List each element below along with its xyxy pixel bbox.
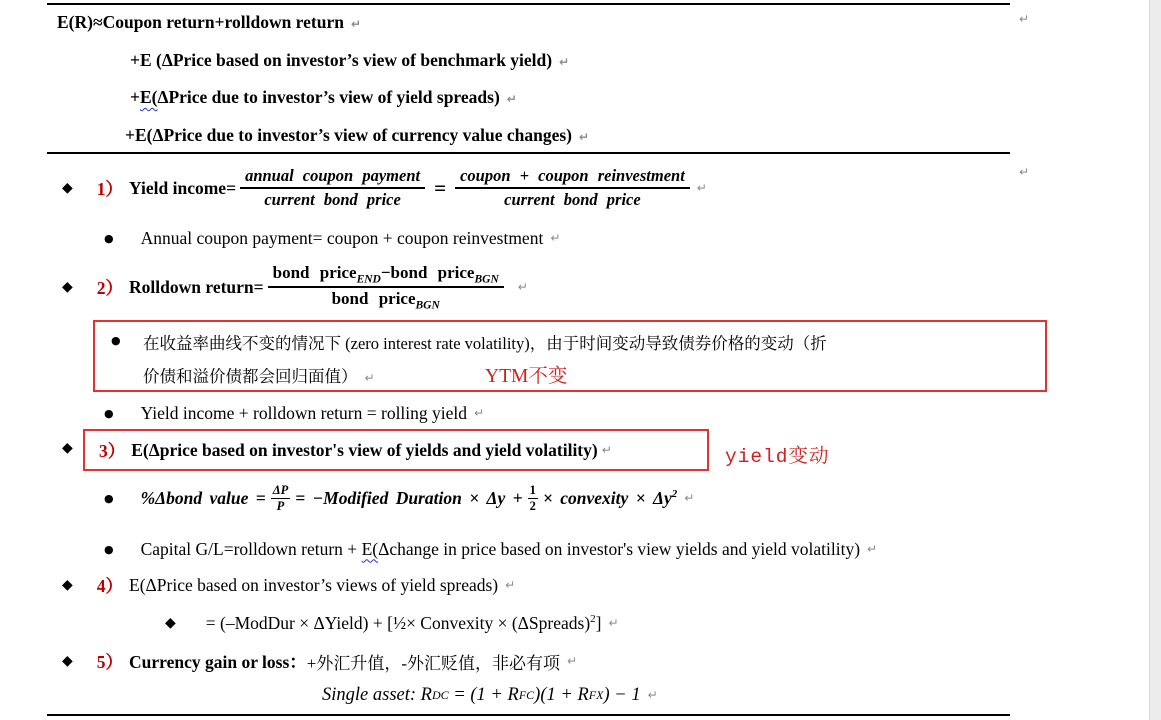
plus-sign: + — [130, 87, 140, 107]
denominator-term: bond price — [331, 289, 416, 308]
section-4-title: E(ΔPrice based on investor’s views of yield spreads) — [129, 574, 499, 595]
bullet-text — [141, 539, 860, 560]
section-3-box — [83, 429, 709, 471]
header-bottom-rule — [47, 152, 1010, 154]
capital-gl-pre: Capital G/L=rolldown return + — [140, 538, 362, 559]
formula-tail-text: × convexity × Δy — [542, 487, 672, 508]
fraction-numerator: 1 — [529, 482, 536, 497]
subscript: FC — [518, 687, 535, 702]
note-line-2 — [143, 363, 375, 387]
equals-sign: = — [434, 175, 447, 200]
item-number: 2） — [96, 277, 124, 298]
bullet-annual-coupon — [104, 227, 560, 249]
item-number: 3） — [99, 440, 126, 461]
yield-change-annotation: yield变动 — [725, 446, 830, 468]
subscript: BGN — [474, 273, 499, 285]
section-4-row — [62, 573, 515, 597]
fraction-denominator: current bond price — [264, 190, 401, 209]
formula-part: )(1 + R — [534, 684, 589, 705]
paragraph-mark-icon: ↵ — [364, 371, 375, 385]
bullet-capital-gl — [104, 538, 877, 560]
header-line-3 — [130, 87, 517, 108]
subscript: DC — [431, 687, 449, 702]
bullet-text: Yield income + rolldown return = rolling yield — [140, 402, 468, 423]
paragraph-mark-icon: ↵ — [684, 491, 695, 505]
paragraph-mark-icon: ↵ — [567, 654, 578, 668]
formula-part: ) − 1 — [603, 684, 641, 705]
numerator-term: bond price — [272, 262, 357, 282]
fraction-denominator: current bond price — [504, 190, 641, 209]
fraction-numerator — [268, 263, 504, 288]
fraction-numerator: coupon + coupon reinvestment — [455, 166, 690, 189]
fraction — [271, 483, 290, 514]
spread-formula-close: ] — [595, 612, 602, 633]
paragraph-mark-icon: ↵ — [579, 130, 590, 144]
header-line-2-text: +E (ΔPrice based on investor’s view of benchmark yield) — [130, 50, 553, 70]
header-line-2 — [130, 50, 569, 71]
section-5-row — [62, 648, 577, 674]
subscript: BGN — [415, 299, 440, 312]
paragraph-mark-icon: ↵ — [559, 55, 570, 69]
bullet-text: Annual coupon payment= coupon + coupon reinvestment — [140, 227, 544, 248]
spellcheck-underlined-text: E( — [139, 87, 158, 107]
item-number: 4） — [96, 575, 124, 596]
paragraph-mark-icon: ↵ — [1019, 12, 1030, 26]
section-2-row — [62, 259, 528, 315]
fraction-numerator: annual coupon payment — [240, 166, 425, 189]
paragraph-mark-icon: ↵ — [350, 17, 362, 31]
formula-part: Single asset: R — [322, 684, 432, 705]
bottom-border-rule — [47, 714, 1010, 716]
item-number: 1） — [96, 178, 124, 199]
paragraph-mark-icon: ↵ — [696, 181, 707, 195]
spellcheck-underlined-text: E( — [361, 538, 379, 559]
item-number: 5） — [96, 651, 124, 672]
superscript: 2 — [671, 487, 678, 500]
diamond-bullet-icon: ◆ — [165, 615, 176, 631]
paragraph-mark-icon: ↵ — [867, 542, 878, 556]
subscript: FX — [588, 687, 604, 702]
paragraph-mark-icon: ↵ — [647, 688, 658, 702]
paragraph-mark-icon: ↵ — [601, 443, 612, 457]
paragraph-mark-icon: ↵ — [550, 231, 561, 245]
paragraph-mark-icon: ↵ — [608, 616, 619, 630]
diamond-bullet-icon: ◆ — [62, 440, 73, 456]
currency-label: Currency gain or loss： — [129, 651, 307, 672]
diamond-bullet-icon: ◆ — [62, 180, 73, 196]
circle-bullet-icon: ● — [104, 231, 114, 245]
diamond-bullet-icon: ◆ — [62, 279, 73, 295]
paragraph-mark-icon: ↵ — [517, 280, 528, 294]
formula-tail — [543, 488, 677, 509]
paragraph-mark-icon: ↵ — [1019, 165, 1030, 179]
fraction — [240, 166, 425, 210]
numerator-term: −bond price — [380, 262, 475, 282]
rolldown-return-label: Rolldown return= — [129, 276, 264, 297]
diamond-bullet-icon: ◆ — [62, 653, 73, 669]
circle-bullet-icon: ● — [104, 491, 114, 505]
fraction — [455, 166, 690, 210]
header-line-1 — [57, 12, 361, 33]
formula-mid: = −Modified Duration × Δy + — [295, 487, 523, 508]
rolldown-note-box — [93, 320, 1047, 392]
note-line-2-text: 价债和溢价债都会回归面值） — [143, 367, 358, 386]
spread-formula — [206, 613, 602, 634]
fraction-denominator — [268, 288, 504, 311]
bullet-rolling-yield — [104, 402, 484, 424]
vertical-scrollbar[interactable] — [1149, 0, 1161, 720]
diamond-bullet-icon: ◆ — [62, 577, 73, 593]
formula-lead: %Δbond value = — [140, 487, 266, 508]
fraction-denominator: P — [276, 498, 285, 513]
section-3-title: E(Δprice based on investor's view of yields and yield volatility) — [131, 439, 598, 460]
circle-bullet-icon: ● — [104, 542, 114, 556]
top-border-rule — [47, 3, 1010, 5]
formula-part: = (1 + R — [448, 684, 519, 705]
superscript: 2 — [590, 612, 596, 625]
bullet-duration-formula — [104, 476, 694, 520]
fraction — [528, 483, 538, 514]
section-1-row — [62, 160, 707, 216]
note-line-1: 在收益率曲线不变的情况下 (zero interest rate volatility)，由于时间变动导致债券价格的变动（折 — [143, 334, 827, 353]
fraction — [268, 263, 504, 312]
circle-bullet-icon: ● — [104, 406, 114, 420]
section-4-subitem — [165, 610, 619, 636]
header-line-3-text: ΔPrice due to investor’s view of yield spreads) — [157, 87, 500, 107]
spread-formula-text: = (–ModDur × ΔYield) + [½× Convexity × (ΔSpreads) — [205, 612, 591, 633]
yield-income-label: Yield income= — [129, 177, 237, 198]
ytm-annotation: YTM不变 — [485, 366, 568, 387]
capital-gl-rest: Δchange in price based on investor's view yields and yield volatility) — [378, 538, 861, 559]
paragraph-mark-icon: ↵ — [474, 406, 485, 420]
header-line-4-text: +E(ΔPrice due to investor’s view of currency value changes) — [125, 125, 573, 145]
fraction-denominator: 2 — [529, 498, 536, 513]
single-asset-formula — [322, 681, 658, 709]
currency-note-cjk: +外汇升值，-外汇贬值，非必有项 — [306, 653, 561, 673]
paragraph-mark-icon: ↵ — [505, 578, 516, 592]
paragraph-mark-icon: ↵ — [506, 92, 517, 106]
header-line-4 — [125, 125, 589, 146]
fraction-numerator: ΔP — [272, 482, 289, 497]
subscript: END — [356, 273, 381, 285]
header-line-1-text: E(R)≈Coupon return+rolldown return — [57, 12, 344, 32]
circle-bullet-icon: ● — [111, 334, 121, 347]
